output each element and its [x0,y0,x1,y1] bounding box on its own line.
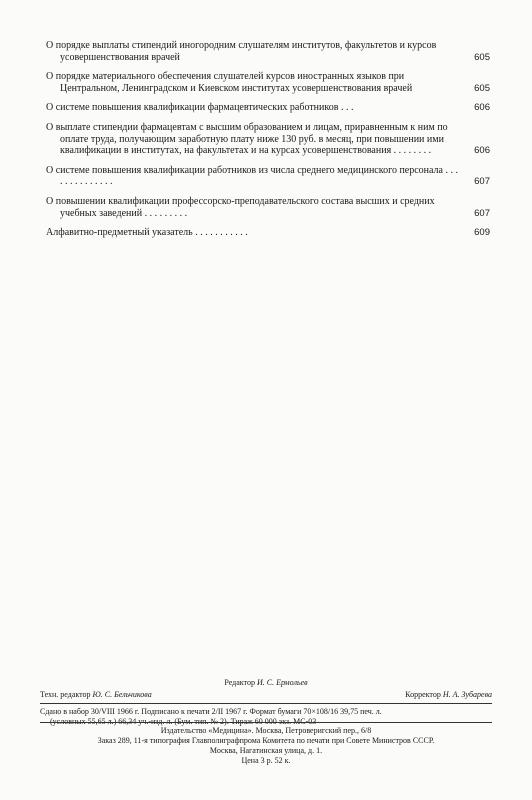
toc-page-number: 609 [474,227,490,239]
toc-entry [46,71,490,94]
toc-entry [46,196,490,219]
toc-page-number: 606 [474,145,490,157]
editor-name: И. С. Ермольев [256,678,308,687]
staff-credits [40,690,492,700]
toc-entry-text: О выплате стипендии фармацевтам с высшим образованием и лицам, приравненным к ним по оплате труда, получающим заработную плату ниже 130 руб. в месяц, при повышении ими квалификации в институтах, на факультетах и на курсах усовершенствования . . . . . . . . [46,121,448,157]
editor-label: Редактор [224,678,255,687]
toc-entry-text: О порядке выплаты стипендий иногородним слушателям институтов, факультетов и курсов усовершенствования врачей [46,40,437,63]
corrector-name: Н. А. Зубарева [442,690,492,699]
tech-editor-credit [40,690,152,700]
publisher-info [40,726,492,766]
print-line: (условных 55,65 л.) 66,34 уч.-изд. л. (Бум. тип. № 2). Тираж 60 000 экз. МС-03 [50,717,317,726]
toc-page-number: 605 [474,82,490,94]
price: Цена 3 р. 52 к. [241,756,291,765]
toc-entry [46,40,490,63]
editor-credit [40,678,492,688]
toc-entry [46,165,490,188]
corrector-credit [405,690,492,700]
corrector-label: Корректор [405,690,441,699]
toc-entry-text: Алфавитно-предметный указатель . . . . . . . . . . . [46,227,248,239]
toc-page-number: 605 [474,51,490,63]
publisher-line: Издательство «Медицина». Москва, Петроверигский пер., 6/8 [160,726,372,735]
toc-entry-text: О повышении квалификации профессорско-преподавательского состава высших и средних учебных заведений . . . . . . . . . [46,195,435,219]
toc-entry-text: О системе повышения квалификации фармацевтических работников . . . [46,102,354,114]
toc-entry [46,102,490,114]
toc-page-number: 606 [474,102,490,114]
toc-page-number: 607 [474,176,490,188]
toc-page-number: 607 [474,207,490,219]
divider [40,703,492,704]
tech-editor-label: Техн. редактор [40,690,91,699]
toc-entry [46,122,490,157]
tech-editor-name: Ю. С. Бельчикова [92,690,152,699]
publisher-line: Заказ 289, 11-я типография Главполиграфпрома Комитета по печати при Совете Министров СССР. [97,736,435,745]
publisher-line: Москва, Нагатинская улица, д. 1. [209,746,323,755]
print-info [40,707,492,727]
print-line: Сдано в набор 30/VIII 1966 г. Подписано к печати 2/II 1967 г. Формат бумаги 70×108/16 39,75 печ. л. [40,707,382,716]
divider [40,722,492,723]
toc-entry-index [46,227,490,239]
toc-entry-text: О системе повышения квалификации работников из числа среднего медицинского персонала . . . . . . . . . . . . . . [46,164,458,188]
table-of-contents [46,40,490,247]
toc-entry-text: О порядке материального обеспечения слушателей курсов иностранных языков при Центральном, Ленинградском и Киевском институтах усовершенствования врачей [46,71,413,94]
